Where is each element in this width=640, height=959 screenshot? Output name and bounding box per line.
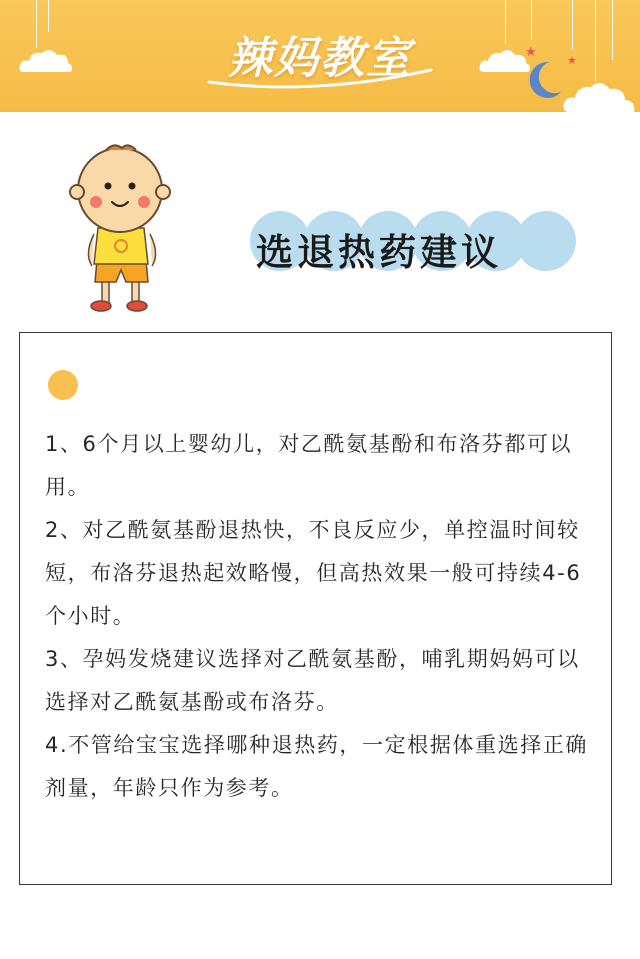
header-banner xyxy=(0,0,640,112)
section-title: 选退热药建议 xyxy=(256,231,502,274)
list-item: 3、孕妈发烧建议选择对乙酰氨基酚，哺乳期妈妈可以选择对乙酰氨基酚或布洛芬。 xyxy=(45,647,580,714)
list-item: 2、对乙酰氨基酚退热快，不良反应少，单控温时间较短，布洛芬退热起效略慢，但高热效果一般可持续4-6个小时。 xyxy=(45,518,582,628)
cartoon-boy-illustration xyxy=(64,142,184,317)
advice-list xyxy=(45,423,598,810)
list-item: 4.不管给宝宝选择哪种退热药，一定根据体重选择正确剂量，年龄只作为参考。 xyxy=(45,733,589,800)
list-item: 1、6个月以上婴幼儿，对乙酰氨基酚和布洛芬都可以用。 xyxy=(45,432,573,499)
star-icon: ★ xyxy=(525,45,537,60)
swoosh-decoration xyxy=(205,62,435,92)
banner-title: 辣妈教室 xyxy=(228,33,412,84)
advice-card xyxy=(19,332,612,885)
bullet-dot-icon xyxy=(48,370,78,400)
star-icon: ★ xyxy=(567,54,577,67)
